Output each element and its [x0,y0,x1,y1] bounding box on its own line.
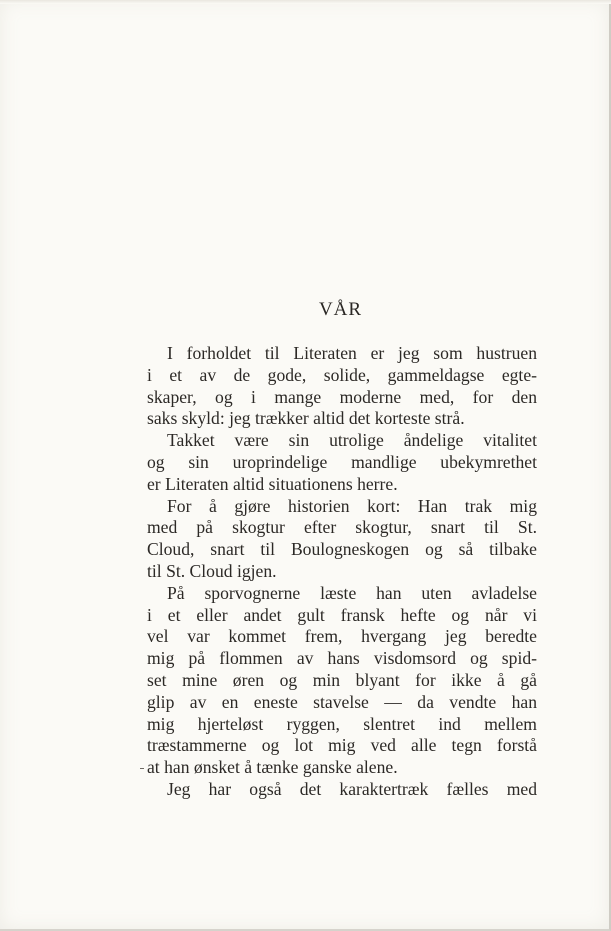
text-line: at han ønsket å tænke ganske alene. [147,757,398,778]
text-line: mig hjerteløst ryggen, slentret ind mellem [147,713,537,734]
chapter-title: VÅR [318,299,363,320]
text-line: til St. Cloud igjen. [147,560,277,581]
text-line: I forholdet til Literaten er jeg som hustruen [167,343,537,363]
text-line: For å gjøre historien kort: Han trak mig [167,495,537,516]
text-line: og sin uroprindelige mandlige ubekymrethet [147,451,537,472]
text-line: saks skyld: jeg trækker altid det korteste strå. [147,408,465,429]
text-line: glip av en eneste stavelse — da vendte han [147,691,537,712]
text-line: vel var kommet frem, hvergang jeg beredte [147,626,537,647]
text-line: Takket være sin utrolige åndelige vitalitet [167,430,537,451]
text-line: i et eller andet gult fransk hefte og når vi [147,604,537,625]
text-line: i et av de gode, solide, gammeldagse egte- [147,364,537,385]
ink-mark [140,768,144,769]
text-line: træstammerne og lot mig ved alle tegn forstå [147,735,537,756]
text-line: mig på flommen av hans visdomsord og spid- [147,648,537,669]
text-line: Jeg har også det karaktertræk fælles med [167,778,537,799]
body-text [147,343,537,801]
page-top-edge [0,0,611,4]
text-line: er Literaten altid situationens herre. [147,473,398,494]
text-line: set mine øren og min blyant for ikke å gå [147,669,537,690]
text-line: skaper, og i mange moderne med, for den [147,386,537,407]
text-line: På sporvognerne læste han uten avladelse [167,582,537,603]
text-line: Cloud, snart til Boulogneskogen og så tilbake [147,539,537,560]
text-line: med på skogtur efter skogtur, snart til St. [147,517,537,538]
